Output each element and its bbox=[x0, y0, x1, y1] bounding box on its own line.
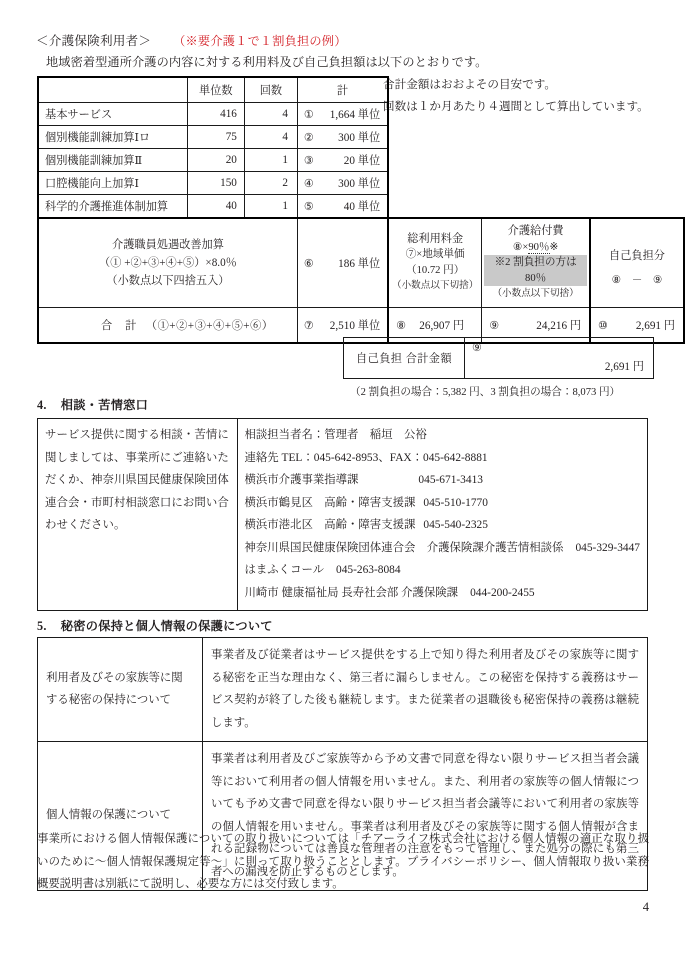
list-item bbox=[245, 537, 641, 560]
shogu-total-cell bbox=[297, 218, 388, 307]
fee-row-name: 科学的介護推進体制加算 bbox=[38, 195, 187, 219]
contact-label: はまふくコール bbox=[244, 564, 325, 576]
privacy-row-body: 事業者は利用者及びご家族等から予め文書で同意を得ない限りサービス担当者会議等において利用者の個人情報を用いません。また、利用者の家族等の個人情報についても予め文書で同意を得ない限りサービス担当者会議等において利用者の家族等の個人情報を用いません。事業者は利用者及びその家族等に関する個人情報が含まれる記録物については善良な管理者の注意をもって管理し、また処分の際にも第三者への漏洩を防止するものとします。 bbox=[203, 742, 648, 891]
list-item bbox=[245, 582, 641, 605]
shogu-row bbox=[38, 218, 684, 307]
fee-row-units: 20 bbox=[187, 149, 244, 172]
section-4-heading bbox=[37, 396, 148, 413]
table-row bbox=[38, 103, 684, 126]
benefit-rate: 90％ bbox=[528, 241, 550, 253]
fee-row-units: 40 bbox=[187, 195, 244, 219]
fee-row-times: 4 bbox=[244, 103, 297, 126]
fee-row-name: 個別機能訓練加算Ⅱ bbox=[38, 149, 187, 172]
fee-total-formula: （①+②+③+④+⑤+⑥） bbox=[145, 319, 274, 332]
fee-total-mark: ⑦ bbox=[303, 319, 314, 332]
list-item bbox=[245, 447, 641, 470]
page-title-red-note: （※要介護１で１割負担の例） bbox=[173, 34, 347, 48]
fee-row-times: 1 bbox=[244, 149, 297, 172]
fee-table-header-row bbox=[38, 77, 684, 103]
fee-row-times: 2 bbox=[244, 172, 297, 195]
contact-phone: 045-671-3413 bbox=[418, 474, 483, 486]
fee-row-value: 1,664 単位 bbox=[329, 109, 381, 121]
fee-total-label-cell bbox=[38, 307, 297, 343]
list-item bbox=[245, 559, 641, 582]
benefit-header-line-1: 介護給付費 bbox=[507, 225, 564, 237]
benefit-header-line-2 bbox=[484, 240, 587, 256]
fee-row-times: 4 bbox=[244, 126, 297, 149]
list-item bbox=[245, 469, 641, 492]
total-fee-header bbox=[388, 218, 482, 307]
fee-row-total bbox=[297, 126, 388, 149]
list-item bbox=[245, 492, 641, 515]
selfpay-value: 2,691 円 bbox=[635, 319, 675, 332]
contact-phone: 045-329-3447 bbox=[575, 541, 640, 554]
table-row bbox=[38, 172, 684, 195]
shogu-label-cell bbox=[38, 218, 297, 307]
contact-label: 神奈川県国民健康保険団体連合会 介護保険課介護苦情相談係 bbox=[244, 541, 564, 554]
contact-phone: 044-200-2455 bbox=[470, 586, 535, 599]
table-row bbox=[38, 149, 684, 172]
list-item bbox=[245, 424, 641, 447]
list-item bbox=[245, 514, 641, 537]
contact-phone: 045-263-8084 bbox=[336, 564, 401, 576]
fee-header-name bbox=[38, 77, 187, 103]
fee-row-units: 75 bbox=[187, 126, 244, 149]
privacy-row-label: 個人情報の保護について bbox=[38, 742, 203, 891]
selfpay-header-line-1: 自己負担分 bbox=[609, 249, 665, 262]
total-fee-header-line-2: ⑦×地域単価 bbox=[405, 249, 465, 261]
contact-label: 川崎市 健康福祉局 長寿社会部 介護保険課 bbox=[244, 586, 459, 599]
fee-total-label-go: 合 bbox=[101, 319, 116, 332]
benefit-mark: ⑨ bbox=[489, 319, 500, 332]
benefit-asterisk: ※ bbox=[549, 241, 559, 253]
fee-total-value: 2,510 単位 bbox=[329, 319, 381, 332]
side-note-line-2: 回数は１か月あたり４週間として算出しています。 bbox=[383, 100, 649, 113]
selfpay-total-note: （2 割負担の場合：5,382 円、3 割負担の場合：8,073 円） bbox=[350, 387, 621, 398]
fee-row-total bbox=[297, 195, 388, 219]
total-fee-header-line-1: 総利用料金 bbox=[407, 232, 464, 245]
selfpay-total-label: 自己負担 合計金額 bbox=[344, 338, 465, 379]
section-5-heading bbox=[37, 617, 273, 634]
shogu-line-3: （小数点以下四捨五入） bbox=[106, 274, 230, 287]
benefit-header bbox=[482, 218, 590, 307]
contact-label: 連絡先 TEL：045-642-8953、FAX：045-642-8881 bbox=[244, 451, 488, 464]
fee-header-units: 単位数 bbox=[187, 77, 244, 103]
contact-label: 相談担当者名：管理者 稲垣 公裕 bbox=[244, 429, 427, 441]
benefit-header-line-3-wrap bbox=[484, 255, 587, 286]
consult-table bbox=[37, 418, 648, 611]
selfpay-total-value-cell bbox=[465, 338, 654, 379]
fee-row-total bbox=[297, 172, 388, 195]
contact-phone: 045-510-1770 bbox=[423, 496, 488, 509]
selfpay-header-line-2: ⑧ － ⑨ bbox=[611, 275, 663, 287]
fee-row-units: 150 bbox=[187, 172, 244, 195]
total-fee-header-line-4: （小数点以下切捨） bbox=[391, 280, 479, 292]
page-number: 4 bbox=[642, 900, 649, 914]
fee-total-label-kei: 計 bbox=[125, 319, 140, 332]
page-title bbox=[36, 30, 347, 49]
privacy-row-label: 利用者及びその家族等に関する秘密の保持について bbox=[38, 638, 203, 742]
shogu-mark: ⑥ bbox=[303, 257, 314, 270]
selfpay-total-mark: ⑨ bbox=[472, 342, 483, 354]
fee-row-mark: ① bbox=[303, 109, 314, 121]
fee-row-units: 416 bbox=[187, 103, 244, 126]
fee-table bbox=[37, 76, 685, 344]
side-note-line-1: 合計金額はおおよその目安です。 bbox=[383, 78, 556, 91]
consult-contact-list bbox=[237, 419, 648, 611]
benefit-formula-prefix: ⑧× bbox=[512, 241, 529, 253]
fee-header-times: 回数 bbox=[244, 77, 297, 103]
fee-row-total bbox=[297, 103, 388, 126]
fee-total-label bbox=[39, 317, 297, 333]
selfpay-total-table bbox=[343, 337, 654, 379]
benefit-header-line-4: （小数点以下切捨） bbox=[492, 288, 579, 299]
section-4-title: 相談・苦情窓口 bbox=[60, 398, 149, 412]
section-5-number: 5. bbox=[37, 619, 47, 633]
contact-phone: 045-540-2325 bbox=[423, 519, 488, 531]
table-row bbox=[38, 638, 648, 742]
fee-row-value: 300 単位 bbox=[338, 178, 381, 190]
fee-row-total bbox=[297, 149, 388, 172]
benefit-highlight-note: ※2 割負担の方は80％ bbox=[484, 255, 587, 286]
privacy-row-body: 事業者及び従業者はサービス提供をする上で知り得た利用者及びその家族等に関する秘密を正当な理由なく、第三者に漏らしません。この秘密を保持する義務はサービス契約が終了した後も継続します。また従業者の退職後も秘密保持の義務は継続します。 bbox=[203, 638, 648, 742]
fee-row-value: 20 単位 bbox=[343, 155, 381, 167]
section-4-number: 4. bbox=[37, 398, 47, 412]
table-row bbox=[38, 195, 684, 219]
contact-label: 横浜市介護事業指導課 bbox=[244, 474, 359, 486]
contact-label: 横浜市鶴見区 高齢・障害支援課 bbox=[244, 496, 416, 509]
fee-row-name: 口腔機能向上加算Ⅰ bbox=[38, 172, 187, 195]
shogu-line-1: 介護職員処遇改善加算 bbox=[112, 238, 224, 251]
section-5-title: 秘密の保持と個人情報の保護について bbox=[60, 619, 273, 633]
fee-row-mark: ⑤ bbox=[303, 201, 314, 213]
fee-row-value: 40 単位 bbox=[343, 201, 381, 213]
total-fee-header-line-3: （10.72 円） bbox=[406, 264, 465, 276]
table-row bbox=[38, 126, 684, 149]
benefit-value: 24,216 円 bbox=[536, 319, 582, 332]
fee-row-mark: ④ bbox=[303, 178, 314, 190]
consult-left-text: サービス提供に関する相談・苦情に関しましては、事業所にご連絡いただくか、神奈川県国民健康保険団体連合会・市町村相談窓口にお問い合わせください。 bbox=[38, 419, 238, 611]
selfpay-mark: ⑩ bbox=[598, 319, 609, 332]
shogu-line-2: （① +②+③+④+⑤）×8.0％ bbox=[99, 256, 237, 269]
fee-row-name: 個別機能訓練加算Ⅰロ bbox=[38, 126, 187, 149]
total-fee-mark: ⑧ bbox=[396, 319, 407, 332]
consult-row bbox=[38, 419, 648, 611]
shogu-value: 186 単位 bbox=[338, 257, 381, 270]
fee-row-value: 300 単位 bbox=[338, 132, 381, 144]
fee-row-mark: ③ bbox=[303, 155, 314, 167]
fee-row-mark: ② bbox=[303, 132, 314, 144]
contact-label: 横浜市港北区 高齢・障害支援課 bbox=[244, 519, 416, 531]
selfpay-total-row bbox=[344, 338, 654, 379]
page-title-text: ＜介護保険利用者＞ bbox=[36, 34, 152, 48]
selfpay-header bbox=[590, 218, 684, 307]
page-subtitle: 地域密着型通所介護の内容に対する利用料及び自己負担額は以下のとおりです。 bbox=[46, 55, 488, 69]
fee-row-times: 1 bbox=[244, 195, 297, 219]
privacy-closing-text: 事業所における個人情報保護についての取り扱いについては「チアーライフ株式会社における個人情報の適正な取り扱いのために～個人情報保護規定等～」に則って取り扱うこととします。プライバシーポリシー、個人情報取り扱い業務概要説明書は別紙にて説明し、必要な方には交付致します。 bbox=[37, 833, 649, 890]
fee-row-name: 基本サービス bbox=[38, 103, 187, 126]
total-fee-value: 26,907 円 bbox=[419, 319, 465, 332]
fee-header-total: 計 bbox=[297, 77, 388, 103]
selfpay-total-amount: 2,691 円 bbox=[604, 361, 644, 373]
